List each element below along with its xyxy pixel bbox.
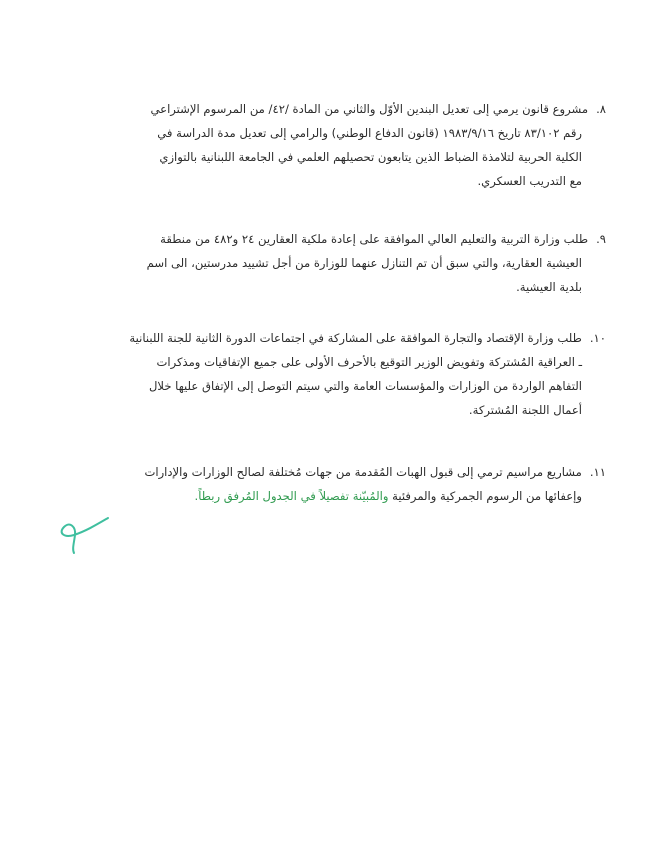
item-number: ٩. <box>596 232 606 246</box>
item-line: رقم ٨٣/١٠٢ تاريخ ١٩٨٣/٩/١٦ (قانون الدفاع الوطني) والرامي إلى تعديل مدة الدراسة في <box>157 126 582 140</box>
item-line: العيشية العقارية، والتي سبق أن تم التنازل عنهما للوزارة من أجل تشييد مدرستين، الى اسم <box>146 256 582 270</box>
item-text: وإعفائها من الرسوم الجمركية والمرفئية <box>388 489 582 503</box>
item-line: التفاهم الواردة من الوزارات والمؤسسات العامة والتي سيتم التوصل إلى الإتفاق عليها خلال <box>148 379 582 393</box>
agenda-item-9 <box>96 227 606 299</box>
item-text: طلب وزارة التربية والتعليم العالي الموافقة على إعادة ملكية العقارين ٢٤ و٤٨٢ من منطقة <box>160 232 589 246</box>
item-text: مشاريع مراسيم ترمي إلى قبول الهبات المُقدمة من جهات مُختلفة لصالح الوزارات والإدارات <box>144 465 582 479</box>
item-text: طلب وزارة الإقتصاد والتجارة الموافقة على المشاركة في اجتماعات الدورة الثانية للجنة اللبنانية <box>129 331 582 345</box>
item-line <box>96 227 606 251</box>
agenda-item-11 <box>96 460 606 508</box>
agenda-item-10 <box>96 326 606 422</box>
highlighted-text: والمُبيّنة تفصيلاً في الجدول المُرفق ربطاً. <box>194 489 389 503</box>
item-line <box>96 97 606 121</box>
item-number: ١٠. <box>589 331 606 345</box>
item-line <box>96 326 606 350</box>
item-line: أعمال اللجنة المُشتركة. <box>468 403 582 417</box>
item-line <box>96 460 606 484</box>
item-number: ١١. <box>589 465 606 479</box>
item-line: الكلية الحربية لتلامذة الضباط الذين يتابعون تحصيلهم العلمي في الجامعة اللبنانية بالتوازي <box>159 150 582 164</box>
item-line: مع التدريب العسكري. <box>477 174 582 188</box>
item-line: بلدية العيشية. <box>516 280 582 294</box>
item-text: مشروع قانون يرمي إلى تعديل البندين الأوّل والثاني من المادة /٤٢/ من المرسوم الإشتراعي <box>150 102 589 116</box>
agenda-item-8 <box>96 97 606 193</box>
item-number: ٨. <box>596 102 606 116</box>
item-line: ـ العراقية المُشتركة وتفويض الوزير التوقيع بالأحرف الأولى على جميع الإتفاقيات ومذكرات <box>156 355 582 369</box>
item-line <box>96 484 606 508</box>
signature-icon <box>50 505 120 555</box>
